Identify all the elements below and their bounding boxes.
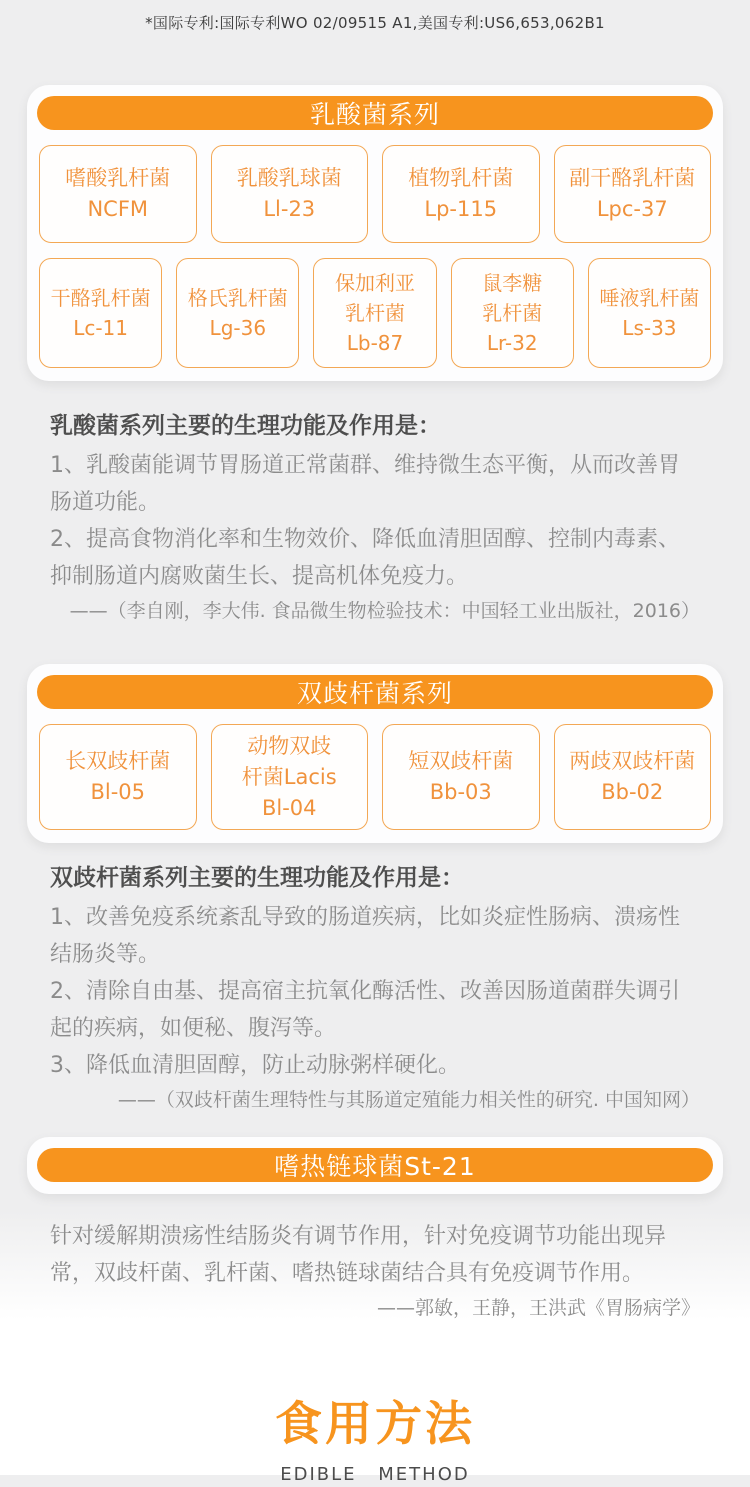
- bacteria-card-bb02: [554, 724, 712, 830]
- bacteria-card-bl05: [39, 724, 197, 830]
- lactic-series-banner: 乳酸菌系列: [37, 96, 713, 130]
- bifido-series-banner: 双歧杆菌系列: [37, 675, 713, 709]
- lactic-description: [50, 407, 700, 628]
- card-line: Lb-87: [346, 331, 404, 355]
- card-line: Lpc-37: [596, 197, 668, 221]
- lactic-point-2: 2、提高食物消化率和生物效价、降低血清胆固醇、控制内毒素、抑制肠道内腐败菌生长、提高机体免疫力。: [50, 527, 680, 589]
- card-line: 唾液乳杆菌: [599, 286, 700, 310]
- strepto-panel: [27, 1137, 723, 1194]
- strepto-citation: ——郭敏，王静，王洪武《胃肠病学》: [376, 1297, 700, 1319]
- card-line: Ls-33: [622, 316, 677, 340]
- bacteria-card-bb03: [382, 724, 540, 830]
- lactic-point-1: 1、乳酸菌能调节胃肠道正常菌群、维持微生态平衡，从而改善胃肠道功能。: [50, 453, 680, 515]
- card-line: 乳酸乳球菌: [236, 166, 342, 190]
- card-line: 短双歧杆菌: [408, 749, 514, 773]
- card-line: 保加利亚: [335, 271, 415, 295]
- lactic-citation: ——（李自刚，李大伟. 食品微生物检验技术：中国轻工业出版社，2016）: [69, 600, 700, 622]
- card-line: 嗜酸乳杆菌: [65, 166, 171, 190]
- card-line: Lp-115: [424, 197, 498, 221]
- bifido-description-heading: 双歧杆菌系列主要的生理功能及作用是：: [50, 865, 464, 891]
- bifido-point-2: 2、清除自由基、提高宿主抗氧化酶活性、改善因肠道菌群失调引起的疾病，如便秘、腹泻等。: [50, 979, 680, 1041]
- card-line: 副干酪乳杆菌: [569, 166, 696, 190]
- bacteria-card-lp115: [382, 145, 540, 243]
- bifido-description: [50, 859, 700, 1117]
- card-line: Lr-32: [486, 331, 538, 355]
- card-line: 动物双歧: [247, 733, 332, 758]
- card-line: 乳杆菌: [345, 301, 405, 325]
- card-line: 两歧双歧杆菌: [569, 749, 696, 773]
- bifido-citation: ——（双歧杆菌生理特性与其肠道定殖能力相关性的研究. 中国知网）: [117, 1089, 700, 1111]
- card-line: 植物乳杆菌: [408, 166, 514, 190]
- card-line: 杆菌Lacis: [241, 764, 337, 789]
- bacteria-card-lpc37: [554, 145, 712, 243]
- bacteria-card-ll23: [211, 145, 369, 243]
- card-line: 格氏乳杆菌: [187, 286, 288, 310]
- edible-method-section: [0, 1395, 750, 1487]
- lactic-description-heading: 乳酸菌系列主要的生理功能及作用是：: [50, 413, 441, 439]
- bifido-point-3: 3、降低血清胆固醇，防止动脉粥样硬化。: [50, 1053, 460, 1078]
- bifido-point-1: 1、改善免疫系统紊乱导致的肠道疾病，比如炎症性肠病、溃疡性结肠炎等。: [50, 905, 680, 967]
- bifido-cards-row: [37, 724, 713, 830]
- card-line: Bl-05: [90, 780, 146, 804]
- lactic-series-panel: [27, 85, 723, 381]
- card-line: Lc-11: [73, 316, 128, 340]
- edible-method-title-cn: 食用方法: [275, 1397, 475, 1452]
- card-line: Lg-36: [209, 316, 267, 340]
- bacteria-card-lg36: [176, 258, 299, 368]
- card-line: Bb-03: [429, 780, 492, 804]
- card-line: 干酪乳杆菌: [50, 286, 151, 310]
- card-line: Ll-23: [263, 197, 316, 221]
- card-line: Bb-02: [601, 780, 664, 804]
- bacteria-card-lb87: [313, 258, 436, 368]
- lactic-cards-row-1: [37, 145, 713, 243]
- strepto-description: [50, 1218, 700, 1325]
- edible-method-title-en: EDIBLE METHOD: [280, 1464, 470, 1485]
- strepto-body: 针对缓解期溃疡性结肠炎有调节作用，针对免疫调节功能出现异常，双歧杆菌、乳杆菌、嗜热链球菌结合具有免疫调节作用。: [50, 1224, 667, 1286]
- bacteria-card-ls33: [588, 258, 711, 368]
- card-line: 乳杆菌: [482, 301, 543, 325]
- card-line: Bl-04: [261, 795, 317, 820]
- bacteria-card-lc11: [39, 258, 162, 368]
- strepto-banner: 嗜热链球菌St-21: [37, 1148, 713, 1182]
- bifido-series-panel: [27, 664, 723, 843]
- bacteria-card-lr32: [451, 258, 574, 368]
- bacteria-card-bl04: [211, 724, 369, 830]
- patent-note: *国际专利:国际专利WO 02/09515 A1,美国专利:US6,653,062B1: [145, 14, 605, 32]
- lactic-cards-row-2: [37, 258, 713, 368]
- card-line: 长双歧杆菌: [65, 749, 171, 773]
- card-line: 鼠李糖: [482, 271, 543, 295]
- bacteria-card-ncfm: [39, 145, 197, 243]
- card-line: NCFM: [87, 197, 149, 221]
